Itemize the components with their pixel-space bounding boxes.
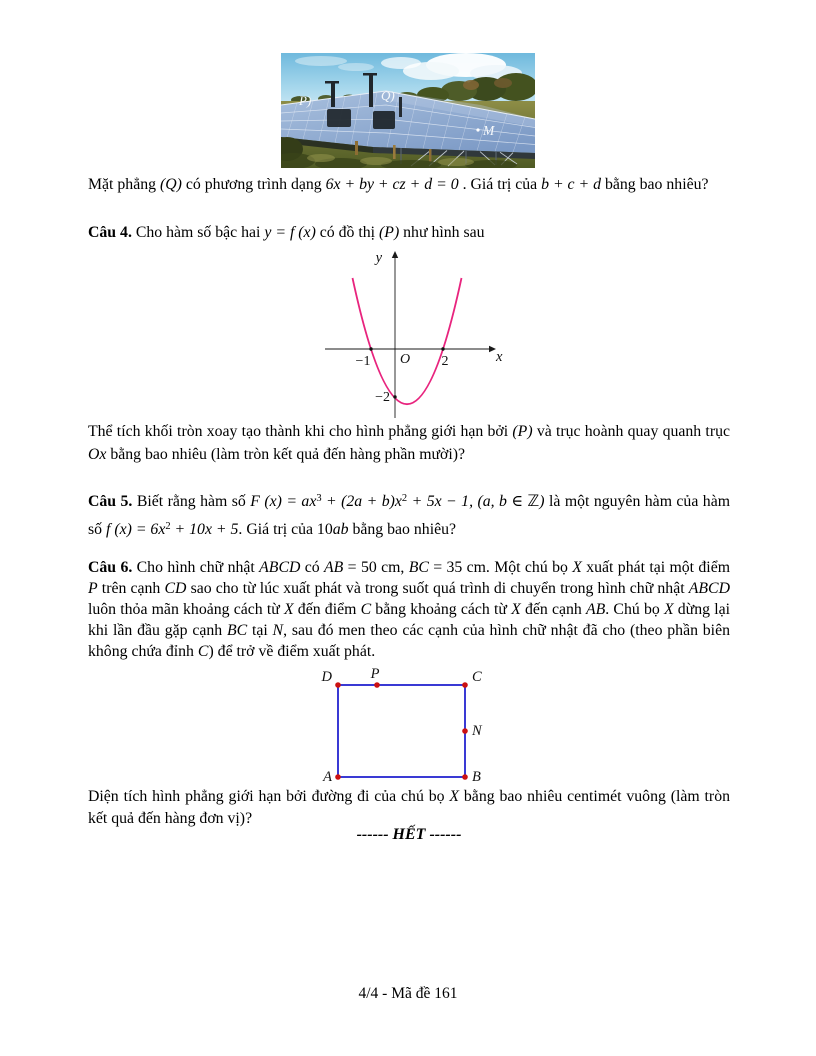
label-n: N [472,723,482,739]
page-footer: 4/4 - Mã đề 161 [358,985,458,1002]
parabola-curve [353,278,462,404]
paragraph-area-question: Diện tích hình phẳng giới hạn bởi đường đi của chú bọ X bằng bao nhiêu centimét vuông (làm tròn kết quả đến hàng đơn vị)? [88,788,730,827]
rectangle-abcd [338,685,465,777]
vertex-c-point [462,682,468,688]
photo-label-m: M [483,123,495,138]
x-axis-label: x [496,349,503,365]
xtick-neg1: −1 [355,354,371,369]
root-2-point [441,347,444,350]
y-axis-arrow [392,251,398,258]
paragraph-plane-question: Mặt phẳng (Q) có phương trình dạng 6x + by + cz + d = 0 . Giá trị của b + c + d bằng bao nhiêu? [88,176,709,193]
vertex-d-point [335,682,341,688]
xtick-2: 2 [441,354,449,369]
ytick-neg2: −2 [375,390,390,405]
photo-label-q: Q) [381,88,395,103]
origin-label: O [400,352,411,367]
parabola-graph [312,248,552,420]
label-c: C [472,669,482,685]
photo-label-p: P) [299,93,312,108]
label-d: D [321,669,332,685]
point-p [374,682,380,688]
paragraph-cau4: Câu 4. Cho hàm số bậc hai y = f (x) có đồ thị (P) như hình sau [88,224,485,241]
label-b: B [472,769,481,785]
point-n [462,728,468,734]
point-m-marker [476,128,479,131]
label-a: A [323,769,332,785]
vertex-a-point [335,774,341,780]
x-axis-arrow [489,346,496,352]
paragraph-volume-question: Thể tích khối tròn xoay tạo thành khi cho hình phẳng giới hạn bởi (P) và trục hoành quay quanh trục Ox bằng bao nhiêu (làm tròn kết quả đến hàng phần mười)? [88,423,730,463]
vertex-b-point [462,774,468,780]
y-axis-label: y [375,250,382,266]
paragraph-cau6: Câu 6. Cho hình chữ nhật ABCD có AB = 50 cm, BC = 35 cm. Một chú bọ X xuất phát tại một điểm P trên cạnh CD sao cho từ lúc xuất phát và trong suốt quá trình di chuyển trong hình chữ nhật ABCD luôn thỏa mãn khoảng cách từ X đến điểm C bằng khoảng cách từ X đến cạnh AB. Chú bọ X dừng lại khi lần đầu gặp cạnh BC tại N, sau đó men theo các cạnh của hình chữ nhật đã cho (theo phần biên không chứa đỉnh C) để trở về điểm xuất phát. [88,559,731,660]
root-neg1-point [369,347,372,350]
solar-farm-photo [281,53,535,168]
y-intercept-point [393,395,396,398]
rectangle-diagram [312,666,512,788]
paragraph-cau5: Câu 5. Biết rằng hàm số F $(x) = ax^3 + (2a + b)x^2 + 5x - 1$, (a, b ∈ ℤ) là một nguyên hàm của hàm số f $(x) = 6x^2 + 10x + 5$. Giá trị của 10ab bằng bao nhiêu? [88,493,730,538]
end-marker: ------ HẾT ------ [356,826,462,843]
label-p: P [370,666,380,682]
